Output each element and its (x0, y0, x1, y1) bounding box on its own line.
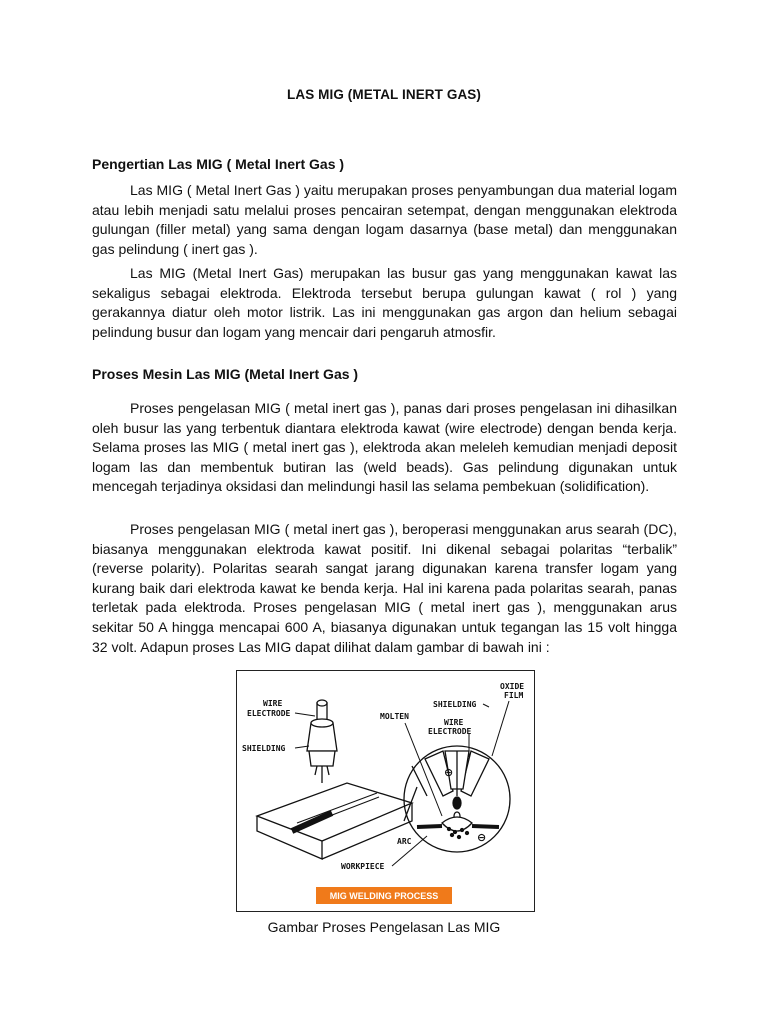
figure-caption: Gambar Proses Pengelasan Las MIG (267, 919, 501, 935)
arc-detail-circle (404, 746, 510, 852)
document-title: LAS MIG (METAL INERT GAS) (287, 87, 481, 102)
welding-torch-drawing (307, 700, 337, 783)
label-shielding-right: SHIELDING (433, 700, 477, 709)
label-workpiece: WORKPIECE (341, 862, 385, 871)
mig-welding-figure (236, 670, 535, 912)
label-film: FILM (504, 691, 524, 700)
mig-welding-diagram (237, 671, 533, 910)
section-heading-proses: Proses Mesin Las MIG (Metal Inert Gas ) (92, 366, 359, 382)
workpiece-plate-drawing (257, 783, 412, 859)
minus-icon: ⊖ (477, 831, 487, 844)
paragraph: Proses pengelasan MIG ( metal inert gas ), beroperasi menggunakan arus searah (DC), biasanya menggunakan elektroda kawat positif. Ini dikenal sebagai polaritas “terbalik” (reverse polarity). Polaritas searah sangat jarang digunakan karena transfer logam yang kurang baik dari elektroda kawat ke benda kerja. Hal ini karena pada polaritas searah, panas terletak pada elektroda. Proses pengelasan MIG ( metal inert gas ), menggunakan arus sekitar 50 A hingga mencapai 600 A, biasanya digunakan untuk tegangan las 15 volt hingga 32 volt. Adapun proses Las MIG dapat dilihat dalam gambar di bawah ini : (92, 521, 677, 655)
label-wire-right: WIRE (444, 718, 464, 727)
section-heading-pengertian: Pengertian Las MIG ( Metal Inert Gas ) (92, 156, 345, 172)
paragraph: Las MIG (Metal Inert Gas) merupakan las busur gas yang menggunakan kawat las sekaligus sebagai elektroda. Elektroda tersebut berupa gulungan kawat ( rol ) yang gerakannya diatur oleh motor listrik. Las ini menggunakan gas argon dan helium sebagai pelindung busur dan logam yang mencair dari pengaruh atmosfir. (92, 265, 677, 340)
label-electrode: ELECTRODE (247, 709, 291, 718)
paragraph: Las MIG ( Metal Inert Gas ) yaitu merupakan proses penyambungan dua material logam atau lebih menjadi satu melalui proses pencairan setempat, dengan menggunakan elektroda gulungan (filler metal) yang sama dengan logam dasarnya (base metal) dan menggunakan gas pelindung ( inert gas ). (92, 182, 677, 257)
label-arc: ARC (397, 837, 412, 846)
figure-banner-label: MIG WELDING PROCESS (329, 891, 439, 901)
label-molten: MOLTEN (380, 712, 409, 721)
label-wire: WIRE (263, 699, 283, 708)
label-electrode-right: ELECTRODE (428, 727, 472, 736)
label-oxide: OXIDE (500, 682, 525, 691)
label-shielding: SHIELDING (242, 744, 286, 753)
plus-icon: ⊕ (444, 766, 454, 779)
paragraph: Proses pengelasan MIG ( metal inert gas ), panas dari proses pengelasan ini dihasilkan oleh busur las yang terbentuk diantara elektroda kawat (wire electrode) dengan benda kerja. Selama proses las MIG ( metal inert gas ), elektroda akan meleleh kemudian menjadi deposit logam las dan membentuk butiran las (weld beads). Gas pelindung digunakan untuk mencegah terjadinya oksidasi dan melindungi hasil las selama pembekuan (solidification). (92, 400, 677, 495)
